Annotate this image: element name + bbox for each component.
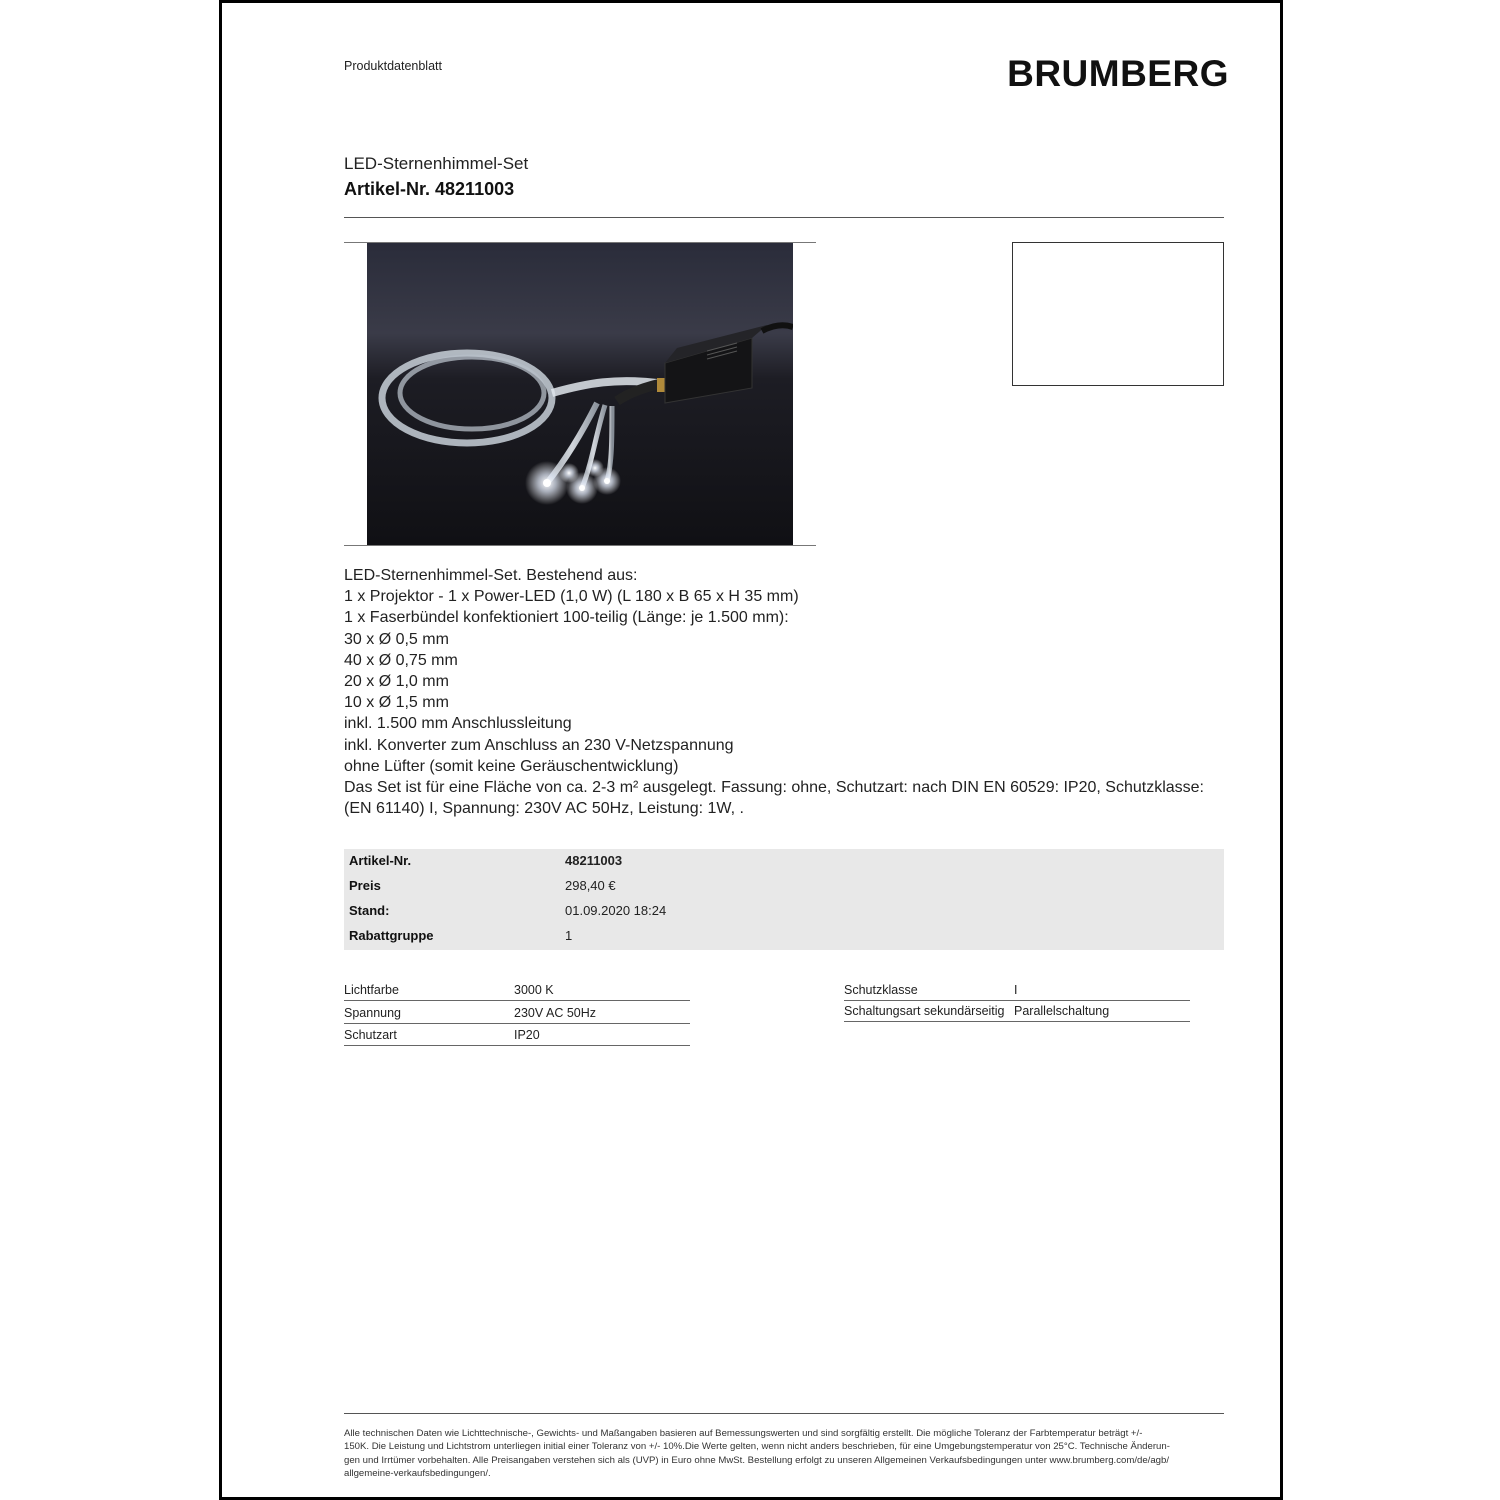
description-line: 40 x Ø 0,75 mm	[344, 651, 458, 669]
spec-value: IP20	[514, 1028, 540, 1042]
product-photo-illustration	[367, 243, 793, 545]
spec-value: I	[1014, 983, 1018, 997]
header-divider	[344, 217, 1224, 218]
spec-label: Schutzart	[344, 1028, 397, 1042]
description-line: LED-Sternenhimmel-Set. Bestehend aus:	[344, 567, 638, 584]
table-label: Preis	[349, 878, 381, 893]
table-label: Stand:	[349, 903, 390, 918]
spec-row	[844, 978, 1190, 1001]
table-row	[344, 849, 1224, 874]
footer-line: allgemeine-verkaufsbedingungen/.	[344, 1468, 491, 1480]
table-row	[344, 924, 1224, 949]
spec-label: Schutzklasse	[844, 983, 918, 997]
spec-value: 3000 K	[514, 983, 554, 997]
description-line: Das Set ist für eine Fläche von ca. 2-3 m² ausgelegt. Fassung: ohne, Schutzart: nach DIN EN 60529: IP20, Schutzklasse: (EN 61140) I, Spannung: 230V AC 50Hz, Leistung: 1W, .	[344, 779, 1209, 818]
description-line: 20 x Ø 1,0 mm	[344, 673, 449, 691]
product-title: LED-Sternenhimmel-Set	[344, 154, 529, 173]
spec-row	[344, 1001, 690, 1024]
footer-line: gen und Irrtümer vorbehalten. Alle Preisangaben verstehen sich als (UVP) in Euro ohne MwSt. Bestellung erfolgt zu unseren Allgemeinen Verkaufsbedingungen unter www.brumberg.com/de/agb/	[344, 1454, 1170, 1466]
datasheet-page	[219, 0, 1283, 1500]
table-value: 298,40 €	[565, 878, 616, 893]
product-image-frame	[344, 242, 816, 546]
table-label: Artikel-Nr.	[349, 853, 412, 868]
article-info-table	[344, 849, 1224, 950]
description-line: 30 x Ø 0,5 mm	[344, 630, 449, 648]
footer-line: 150K. Die Leistung und Lichtstrom unterliegen initial einer Toleranz von +/- 10%.Die Werte gelten, wenn nicht anders beschrieben, für eine Umgebungstemperatur von 25°C. Technische Änderun-	[344, 1441, 1170, 1453]
spec-row	[844, 999, 1190, 1022]
description-line: 10 x Ø 1,5 mm	[344, 694, 449, 712]
spec-value: Parallelschaltung	[1014, 1004, 1110, 1018]
table-label: Rabattgruppe	[349, 928, 434, 943]
product-photo	[367, 243, 793, 545]
footer-divider	[344, 1413, 1224, 1414]
table-value: 48211003	[565, 853, 623, 868]
description-line: inkl. 1.500 mm Anschlussleitung	[344, 715, 572, 733]
placeholder-box	[1012, 242, 1224, 386]
article-number-heading: Artikel-Nr. 48211003	[344, 179, 515, 199]
spec-value: 230V AC 50Hz	[514, 1006, 596, 1020]
product-description	[344, 565, 1224, 819]
spec-row	[344, 978, 690, 1001]
table-value: 1	[565, 928, 573, 943]
footer-disclaimer	[344, 1427, 1224, 1481]
table-row	[344, 899, 1224, 924]
spec-label: Spannung	[344, 1006, 402, 1020]
description-line: ohne Lüfter (somit keine Geräuschentwicklung)	[344, 757, 679, 775]
spec-label: Lichtfarbe	[344, 983, 399, 997]
table-row	[344, 874, 1224, 899]
description-line: 1 x Faserbündel konfektioniert 100-teilig (Länge: je 1.500 mm):	[344, 609, 789, 627]
spec-label: Schaltungsart sekundärseitig	[844, 1004, 1005, 1018]
table-value: 01.09.2020 18:24	[565, 903, 667, 918]
footer-line: Alle technischen Daten wie Lichttechnische-, Gewichts- und Maßangaben basieren auf Bemessungswerten und sind sorgfältig erstellt. Die mögliche Toleranz der Farbtemperatur beträgt +/-	[344, 1428, 1143, 1439]
document-type-label: Produktdatenblatt	[344, 59, 442, 73]
description-line: 1 x Projektor - 1 x Power-LED (1,0 W) (L 180 x B 65 x H 35 mm)	[344, 588, 799, 606]
spec-row	[344, 1023, 690, 1046]
description-line: inkl. Konverter zum Anschluss an 230 V-Netzspannung	[344, 736, 734, 754]
brand-logo: BRUMBERG	[1007, 53, 1229, 94]
